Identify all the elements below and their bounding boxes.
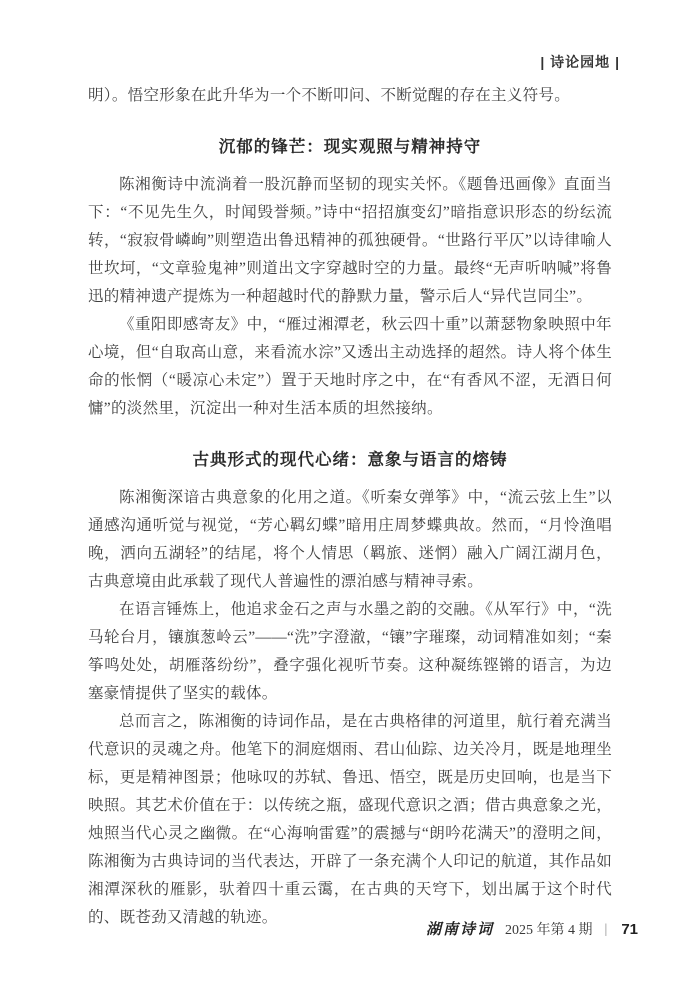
section-heading-2: 古典形式的现代心绪：意象与语言的熔铸 [192, 451, 508, 469]
section2-paragraph-3: 总而言之，陈湘衡的诗词作品，是在古典格律的河道里，航行着充满当代意识的灵魂之舟。他笔下的洞庭烟雨、君山仙踪、边关冷月，既是地理坐标，更是精神图景；他咏叹的苏轼、鲁迅、悟空，既是历史回响，也是当下映照。其艺术价值在于：以传统之瓶，盛现代意识之酒；借古典意象之光，烛照当代心灵之幽微。在“心海响雷霆”的震撼与“朗吟花满天”的澄明之间，陈湘衡为古典诗词的当代表达，开辟了一条充满个人印记的航道，其作品如湘潭深秋的雁影，驮着四十重云霭，在古典的天穹下，划出属于这个时代的、既苍劲又清越的轨迹。 [88, 713, 612, 926]
section1-paragraph-2: 《重阳即感寄友》中，“雁过湘潭老，秋云四十重”以萧瑟物象映照中年心境，但“自取高山意，来看流水淙”又透出主动选择的超然。诗人将个体生命的怅惘（“暖凉心未定”）置于天地时序之中，在“有香风不涩，无酒日何慵”的淡然里，沉淀出一种对生活本质的坦然接纳。 [88, 316, 612, 417]
issue-label: 2025 年第 4 期 [505, 923, 593, 938]
footer-separator: | [604, 922, 608, 937]
journal-name: 湖南诗词 [425, 922, 494, 938]
section1-paragraph-1: 陈湘衡诗中流淌着一股沉静而坚韧的现实关怀。《题鲁迅画像》直面当下：“不见先生久，时闻毁誉频。”诗中“招招旗变幻”暗指意识形态的纷纭流转，“寂寂骨嶙峋”则塑造出鲁迅精神的孤独硬骨。“世路行平仄”以诗律喻人世坎坷，“文章验鬼神”则道出文字穿越时空的力量。最终“无声听呐喊”将鲁迅的精神遗产提炼为一种超越时代的静默力量，警示后人“异代岂同尘”。 [88, 176, 612, 305]
section2-paragraph-1: 陈湘衡深谙古典意象的化用之道。《听秦女弹筝》中，“流云弦上生”以通感沟通听觉与视觉，“芳心羁幻蝶”暗用庄周梦蝶典故。然而，“月怜渔唱晚，洒向五湖轻”的结尾，将个人情思（羁旅、迷惘）融入广阔江湖月色，古典意境由此承载了现代人普遍性的漂泊感与精神寻索。 [88, 489, 612, 590]
lead-continuation-paragraph: 明）。悟空形象在此升华为一个不断叩问、不断觉醒的存在主义符号。 [88, 87, 571, 104]
section-heading-1: 沉郁的锋芒：现实观照与精神持守 [218, 138, 482, 156]
section2-paragraph-2: 在语言锤炼上，他追求金石之声与水墨之韵的交融。《从军行》中，“洗马轮台月，镶旗葱岭云”——“洗”字澄澈，“镶”字璀璨，动词精准如刻；“秦筝鸣处处，胡雁落纷纷”，叠字强化视听节奏。这种凝练铿锵的语言，为边塞豪情提供了坚实的载体。 [88, 601, 612, 702]
column-header-label: | 诗论园地 | [540, 54, 620, 70]
page-number: 71 [621, 921, 638, 938]
page-header [540, 52, 620, 72]
article-body [88, 82, 612, 932]
page-footer [426, 918, 638, 939]
